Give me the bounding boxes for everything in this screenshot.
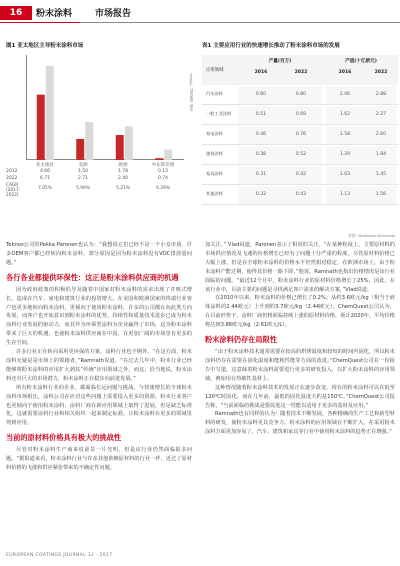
cell: 1.56 (375, 192, 387, 197)
cell: 4.66 (39, 169, 51, 174)
cell: 0.80 (295, 92, 307, 97)
table-1 (202, 41, 398, 205)
header-rule (80, 22, 400, 23)
bar-2022-3 (164, 150, 172, 160)
figure-1-data-table (6, 162, 194, 197)
cell: 0.76 (295, 132, 307, 137)
page-header (0, 0, 400, 20)
page-number: 16 (0, 6, 32, 20)
cell: 0.60 (255, 92, 267, 97)
table-row (202, 185, 398, 205)
row-label: 其他涂料 (206, 191, 223, 196)
paragraph: 所有粉末涂料行业的企业，都面临长远问题与挑战，与快速增长的全球粉末涂料市场相比，涂料公司在应对这些问题上需要投入更多的资源。粉末行业客户也更倾向于使用粉末涂料，涂料厂商在新应用领域上取得了进展，但是缺乏标准化，这就需要涂料行业和相关组织一起来制定标准，让粉末涂料在更多的领域里得到应用。 (6, 384, 192, 427)
figure-1 (6, 41, 194, 201)
table-1-source: 来源: MarketsandMarkets (348, 233, 396, 238)
left-text-column (6, 241, 192, 473)
table-1-header (202, 55, 398, 85)
cell: 6.29% (156, 186, 170, 191)
figure-1-chart (26, 55, 184, 160)
cell: 0.31 (255, 172, 267, 177)
bar-2012-3 (155, 158, 163, 160)
cell: 0.32 (255, 192, 267, 197)
table-row (202, 125, 398, 145)
category-label: 中东和非洲 (151, 163, 175, 168)
category-label: 美洲 (78, 163, 88, 168)
row-label: 家具涂料 (206, 171, 223, 176)
table-row (202, 165, 398, 185)
bar-2012-0 (37, 95, 45, 160)
table-row (202, 145, 398, 165)
row-label: 2012 (6, 169, 18, 174)
cell: 1.45 (375, 172, 387, 177)
header-rule-accent (0, 22, 80, 23)
column-header-year: 2016 (338, 70, 352, 75)
paragraph: 尽管对粉末涂料生产商来说前景一片光明，但是该行业仍然面临很多问题。“据报道来看，粉末涂料行业与许多其他依赖原材料的行业一样，近过了原材料价格的飞涨和供应紧张带来的不确定性问题。 (6, 447, 192, 472)
header-section: 市场报告 (95, 9, 132, 19)
cell: 7.05% (38, 186, 52, 191)
paragraph: 这种情况随着粉末涂料技术的发展正在逐步改变，现在的粉末涂料可以在低至120℃时固化，而在几年前，最低的固化温度大约是150℃。”ChemQuest公司报告称，“当前面临的挑战是要改进这一性能以适用于更多的基材及应用。” (205, 384, 395, 409)
cell: 1.58 (339, 132, 351, 137)
column-header-year: 2022 (294, 70, 308, 75)
cell: 0.43 (295, 192, 307, 197)
table-1-title: 表1 主要应用行业的快速增长推动了粉末涂料市场的发展 (202, 43, 340, 49)
cell: 2.40 (117, 176, 129, 181)
cell: 2.27 (375, 112, 387, 117)
cell: 1.62 (339, 112, 351, 117)
column-group-value: 产值(十亿欧元) (345, 59, 377, 64)
cell: 0.13 (157, 169, 169, 174)
figure-1-title: 图1 亚太地区主导粉末涂料市场 (6, 43, 84, 49)
page-footer: EUROPEAN COATINGS JOURNAL 12 · 2017 (6, 553, 113, 558)
row-label: 一般工业涂料 (206, 111, 232, 116)
cell: 1.84 (375, 152, 387, 157)
cell: 6.71 (39, 176, 51, 181)
row-label: 2022 (6, 176, 18, 181)
table-row (202, 85, 398, 105)
paragraph: Teknos公司的Pekka Paronen也认为：“我想说它们已经不是一个小众市场，许多OEM客户都已经转向粉末涂料，部分原因是因为粉末涂料没有VOC排放量问题。” (6, 242, 192, 266)
bar-2022-1 (85, 122, 93, 160)
cell: 1.78 (117, 169, 129, 174)
bar-2022-2 (125, 126, 133, 160)
cell: 0.52 (295, 152, 307, 157)
cell: 1.13 (339, 192, 351, 197)
cell: 0.46 (255, 132, 267, 137)
paragraph: 在2010年以来，粉末涂料的价格已增长了0.2%；从约3.6欧元/kg（相当于液体涂料的2.44欧元）上升到约3.7欧元/kg（2.44欧元）。ChemQuest公司认为，在目前形势下，涂料厂商仍将面临持续上涨的原材料价格，预计2020年，平均价格将达到3.86欧元/kg（2.61欧元/L）。 (205, 295, 395, 329)
bar-2022-0 (46, 66, 54, 160)
cell: 5.99% (76, 186, 90, 191)
row-label: CAGR (2017-2022) (6, 183, 21, 198)
cell: 0.38 (255, 152, 267, 157)
bar-2012-2 (116, 135, 124, 160)
section-heading: 粉末涂料仍存在局限性 (205, 335, 277, 345)
paragraph: 许多行业正在转向采用更环保的方案，涂料行业也不例外。“在这方面，粉末涂料无疑是是市场上的领跑者，”Ramnath说道，“在过去几年中，粉末行业已经能够将粉末涂料的应用扩大到其“传统”应用领域之外，而这，恰当地说，粉末涂料还有巨大的市场潜力，粉末涂料正在稳步向前进发展。” (6, 349, 192, 382)
row-label: 汽车涂料 (206, 91, 223, 96)
cell: 1.29 (339, 152, 351, 157)
cell: 2.06 (339, 92, 351, 97)
row-label: 建筑涂料 (206, 151, 223, 156)
paragraph: 加关注。” Vlad说道，Paronen表示了相同的关注。“在某种程度上，主要原材料的市场供应情况及飞速的价格增长已经有了问题十分严重的程度，尽管原材料价格已大幅上涨，但是在全球粉末涂料的价格水平仍然相对稳定，在欧洲市场上，由于粉末涂料产能过剩，使得其价格一路下降，”他说，Ramnath也指出价格情况是该行业面临的问题。“最近12个月中，粉末涂料行业的原材料价格增长了25%，因此，在该行业中，目前主要的问题是寻找满足客户需求的解决方案，”Vlad说道。 (205, 242, 395, 293)
section-heading: 当前的原材料价格具有极大的挑战性 (6, 433, 122, 443)
category-label: 欧洲 (118, 163, 128, 168)
figure-1-category-row (6, 162, 194, 169)
paragraph: Ramnath也有同样的认为：随着技术不断发展，各种精确的生产工艺和新型材料的研发，使粉末涂料更具竞争力。粉末涂料的应用领域在不断扩大，在采用粉末涂料方面更加容易了，汽车、建筑和家具等行业中使用粉末涂料的趋势正在增强。” (205, 411, 395, 436)
right-text-column (205, 241, 395, 437)
paragraph: “由于粉末涂料技术通常需要在较高的烘烤温度和较短的时间内固化，所以粉末涂料仍存在需要在固化温度和能耗性能等方面的改进。”ChemQuest公司在一份报告中写道，这意味着粉末涂料需要进行更多的研发投入，以扩大粉末涂料的应用领域，例如用在热敏性基材上。 (205, 349, 395, 382)
column-header-application: 应用领域 (206, 68, 224, 73)
table-row (202, 105, 398, 125)
figure-1-row-2012 (6, 169, 194, 176)
figure-1-row-cagr (6, 183, 194, 197)
cell: 1.50 (77, 169, 89, 174)
bar-2012-1 (76, 139, 84, 160)
cell: 0.74 (157, 176, 169, 181)
category-label: 亚太地区 (36, 163, 54, 168)
paragraph: 因为政府政策的积极倡导及随着中国家对粉末涂料的需求出现了并喷式增长，造成在汽车、家电和建筑行业的投资增大。在美国和欧洲国家的终端行业客户也更多地转向粉末涂料，更倾向于使用粉末涂料，许多的公司都在向此类方向发展，而客户也开始意识到粉末涂料的优势。持续性和质量技术进步已成为粉末涂料行业发展的驱动力，而其作为环保型涂料为企业赢得了市场，这为粉末涂料带来了巨大的机遇。也使粉末涂料供应商在中国，在更加广阔的市场里有更多的生存空间。 (6, 286, 192, 347)
cell: 1.03 (339, 172, 351, 177)
cell: 2.71 (77, 176, 89, 181)
figure-1-row-2022 (6, 176, 194, 183)
figure-1-side-legend: 来源: 欧洲涂料（Pekka） (189, 71, 193, 112)
cell: 2.60 (375, 132, 387, 137)
header-title: 粉末涂料 (36, 9, 73, 19)
cell: 5.21% (116, 186, 130, 191)
section-heading: 各行各业都提供环保性：这正是粉末涂料供应商的机遇 (6, 272, 179, 282)
cell: 0.69 (295, 112, 307, 117)
column-header-year: 2022 (374, 70, 388, 75)
column-header-year: 2016 (254, 70, 268, 75)
column-group-volume: 产量(百万) (268, 59, 292, 64)
cell: 0.51 (255, 112, 267, 117)
row-label: 家电涂料 (206, 131, 223, 136)
cell: 2.88 (375, 92, 387, 97)
cell: 0.42 (295, 172, 307, 177)
